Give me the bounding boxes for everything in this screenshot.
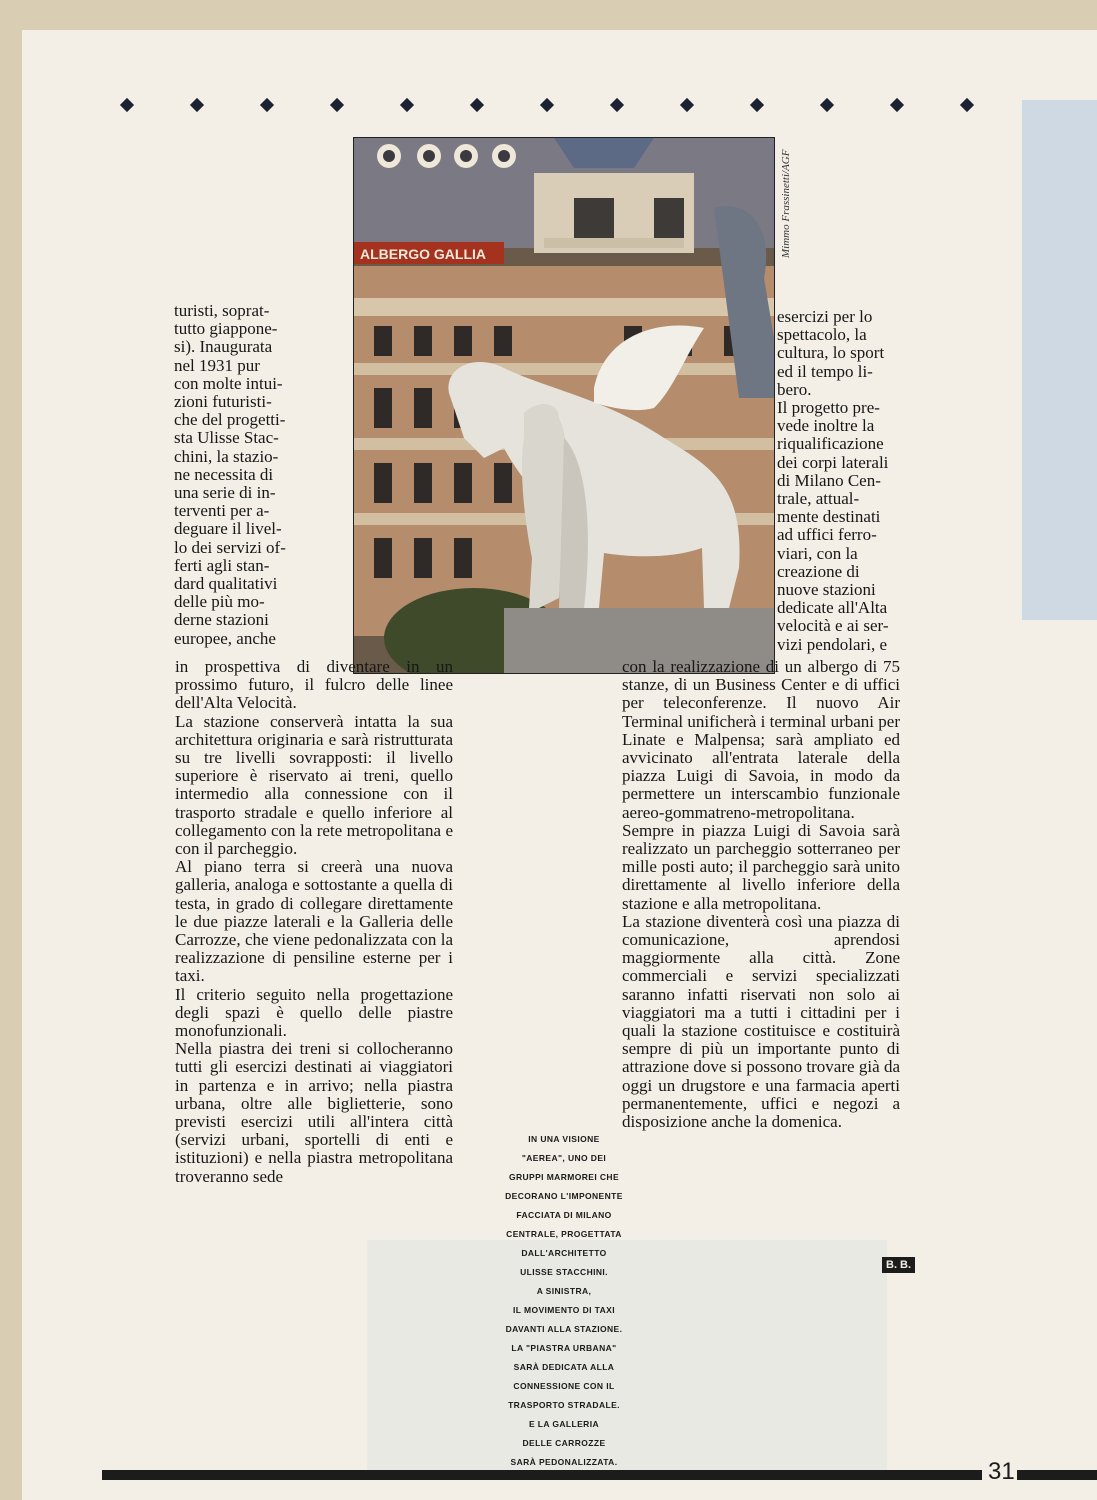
caption-line: CENTRALE, PROGETTATA bbox=[506, 1229, 622, 1239]
text-line: vede inoltre la bbox=[777, 416, 875, 436]
caption-line: DECORANO L'IMPONENTE bbox=[505, 1191, 623, 1201]
caption-line: IL MOVIMENTO DI TAXI bbox=[513, 1305, 615, 1315]
text-line: deguare il livel- bbox=[174, 519, 282, 539]
diamond-ornament bbox=[470, 98, 484, 112]
magazine-page bbox=[22, 30, 1097, 1500]
text-line: turisti, soprat- bbox=[174, 301, 270, 320]
text-line: sta Ulisse Stac- bbox=[174, 428, 279, 448]
paragraph: con la realizzazione di un albergo di 75 stanze, di un Business Center e di uffici per teleconferenze. Il nuovo Air Terminal unificherà i terminal urbani per Linate e Malpensa; sarà ampliato ed avvicinato all'entrata laterale della piazza Luigi di Savoia, in modo da permettere un interscambio funzionale aereo-gommatreno-metropolitana. bbox=[622, 657, 900, 822]
right-narrow-column bbox=[777, 308, 901, 654]
caption-line: SARÀ DEDICATA ALLA bbox=[513, 1362, 615, 1372]
text-line: chini, la stazio- bbox=[174, 446, 279, 466]
paragraph: Il criterio seguito nella progettazione degli spazi è quello delle piastre monofunzionali. bbox=[175, 984, 453, 1041]
caption-line: LA "PIASTRA URBANA" bbox=[511, 1343, 617, 1353]
text-line: di Milano Cen- bbox=[777, 470, 881, 490]
text-line: nuove stazioni bbox=[777, 580, 876, 600]
paragraph: Sempre in piazza Luigi di Savoia sarà realizzato un parcheggio sotterraneo per mille posti auto; il parcheggio sarà unito direttamente al livello inferiore della stazione e alla metropolitana. bbox=[622, 820, 900, 913]
diamond-ornament bbox=[680, 98, 694, 112]
left-narrow-column bbox=[174, 302, 334, 648]
paragraph: Nella piastra dei treni si collocheranno tutti gli esercizi destinati ai viaggiatori in partenza e in arrivo; nella piastra urbana, oltre alle biglietterie, sono previsti esercizi utili all'intera città (servizi urbani, sportelli di enti e istituzioni) e nella piastra metropolitana troveranno sede bbox=[175, 1039, 453, 1186]
text-line: zioni futuristi- bbox=[174, 392, 272, 412]
caption-line: CONNESSIONE CON IL bbox=[513, 1381, 615, 1391]
caption-line: SARÀ PEDONALIZZATA. bbox=[510, 1457, 618, 1467]
paragraph: Al piano terra si creerà una nuova galleria, analoga e sottostante a quella di testa, in grado di collegare direttamente le due piazze laterali e la Galleria delle Carrozze, che viene pedonalizzata con la realizzazione di pensiline esterne per i taxi. bbox=[175, 857, 453, 986]
hotel-sign: ALBERGO GALLIA bbox=[360, 246, 486, 262]
footer-rule-right bbox=[1017, 1470, 1097, 1480]
caption-line: FACCIATA DI MILANO bbox=[516, 1210, 612, 1220]
author-signature: B. B. bbox=[882, 1257, 915, 1273]
page-number: 31 bbox=[988, 1458, 1015, 1485]
caption-line: DELLE CARROZZE bbox=[522, 1438, 606, 1448]
caption-line: E LA GALLERIA bbox=[528, 1419, 600, 1429]
diamond-ornament bbox=[820, 98, 834, 112]
text-line: bero. bbox=[777, 379, 812, 399]
diamond-ornament bbox=[330, 98, 344, 112]
side-color-band bbox=[1022, 100, 1097, 620]
caption-line: GRUPPI MARMOREI CHE bbox=[508, 1172, 620, 1182]
left-column bbox=[175, 658, 453, 1186]
caption-line: TRASPORTO STRADALE. bbox=[508, 1400, 620, 1410]
paragraph: La stazione conserverà intatta la sua architettura originaria e sarà ristrutturata su tre livelli sovrapposti: il livello superiore è riservato ai treni, quello intermedio alla connessione con il trasporto stradale e quello inferiore al collegamento con la rete metropolitana e con il parcheggio. bbox=[175, 711, 453, 859]
text-line: ed il tempo li- bbox=[777, 361, 873, 381]
text-line: esercizi per lo bbox=[777, 307, 873, 326]
text-line: dei corpi laterali bbox=[777, 452, 889, 472]
text-line: vizi pendolari, e bbox=[777, 634, 887, 654]
caption-line: "AEREA", UNO DEI bbox=[521, 1153, 607, 1163]
caption-line: DAVANTI ALLA STAZIONE. bbox=[505, 1324, 623, 1334]
text-line: trale, attual- bbox=[777, 489, 860, 509]
caption-line: ULISSE STACCHINI. bbox=[520, 1267, 608, 1277]
text-line: si). Inaugurata bbox=[174, 337, 273, 357]
text-line: cultura, lo sport bbox=[777, 343, 885, 363]
text-line: mente destinati bbox=[777, 507, 881, 527]
text-line: Il progetto pre- bbox=[777, 398, 880, 418]
text-line: creazione di bbox=[777, 561, 860, 581]
text-line: lo dei servizi of- bbox=[174, 537, 286, 557]
photo-illustration bbox=[354, 138, 774, 673]
diamond-ornament bbox=[400, 98, 414, 112]
diamond-ornament bbox=[540, 98, 554, 112]
text-line: dedicate all'Alta bbox=[777, 598, 888, 618]
text-line: dard qualitativi bbox=[174, 574, 278, 594]
diamond-ornament bbox=[120, 98, 134, 112]
diamond-ornament bbox=[960, 98, 974, 112]
caption-line: IN UNA VISIONE bbox=[528, 1134, 600, 1144]
text-line: ne necessita di bbox=[174, 464, 274, 484]
text-line: nel 1931 pur bbox=[174, 355, 260, 375]
text-line: spettacolo, la bbox=[777, 325, 867, 345]
text-line: europee, anche bbox=[174, 628, 276, 648]
text-line: velocità e ai ser- bbox=[777, 616, 889, 636]
diamond-ornament bbox=[750, 98, 764, 112]
paragraph: La stazione diventerà così una piazza di comunicazione, aprendosi maggiormente alla città. Zone commerciali e servizi specializzati saranno infatti riservati non solo ai viaggiatori ma a tutti i cittadini per i quali la stazione costituisce e costituirà sempre di più un importante punto di attrazione dove si possono trovare già da oggi un drugstore e una farmacia aperti permanentemente, uffici e negozi a disposizione anche la domenica. bbox=[622, 911, 900, 1132]
diamond-ornament bbox=[890, 98, 904, 112]
text-line: una serie di in- bbox=[174, 483, 276, 503]
diamond-ornament bbox=[190, 98, 204, 112]
photo-caption bbox=[490, 1130, 638, 1472]
text-line: viari, con la bbox=[777, 543, 858, 563]
diamond-ornament bbox=[610, 98, 624, 112]
text-line: derne stazioni bbox=[174, 610, 269, 630]
paragraph: in prospettiva di diventare in un prossimo futuro, il fulcro delle linee dell'Alta Velocità. bbox=[175, 657, 453, 713]
text-line: riqualificazione bbox=[777, 434, 884, 454]
text-line: con molte intui- bbox=[174, 373, 283, 393]
caption-line: A SINISTRA, bbox=[536, 1286, 592, 1296]
text-line: terventi per a- bbox=[174, 501, 270, 521]
footer-rule bbox=[102, 1470, 982, 1480]
right-column bbox=[622, 658, 900, 1131]
caption-line: DALL'ARCHITETTO bbox=[521, 1248, 607, 1258]
text-line: tutto giappone- bbox=[174, 319, 278, 339]
photo-credit: Mimmo Frassinetti/AGF bbox=[780, 149, 792, 258]
text-line: ferti agli stan- bbox=[174, 555, 270, 575]
diamond-ornament bbox=[260, 98, 274, 112]
text-line: che del progetti- bbox=[174, 410, 286, 430]
station-photo bbox=[353, 137, 775, 674]
header-diamond-rule bbox=[122, 92, 1002, 122]
text-line: ad uffici ferro- bbox=[777, 525, 877, 545]
text-line: delle più mo- bbox=[174, 592, 265, 612]
